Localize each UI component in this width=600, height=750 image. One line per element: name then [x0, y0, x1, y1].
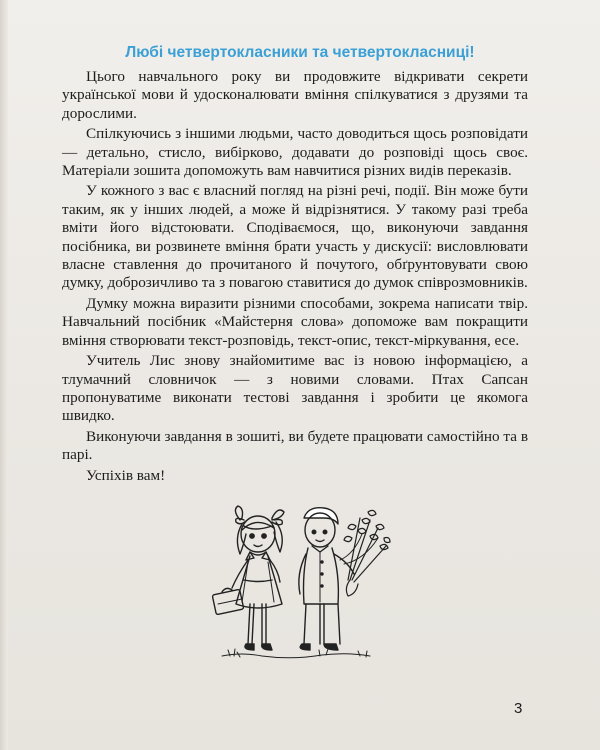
paragraph-5: Учитель Лис знову знайомитиме вас із новою інформацією, а тлумачний словничок — з новими словами. Птах Сапсан пропонуватиме виконати тестові завдання і зробити це якомога швидко. [62, 352, 528, 425]
body-text [62, 68, 528, 487]
paragraph-7: Успіхів вам! [86, 466, 166, 484]
bouquet [340, 510, 390, 596]
page-title: Любі четвертокласники та четвертокласниці! [125, 44, 475, 61]
girl-figure [212, 506, 284, 650]
paragraph-6: Виконуючи завдання в зошиті, ви будете працювати самостійно та в парі. [62, 427, 528, 464]
paragraph-4: Думку можна виразити різними способами, зокрема написати твір. Навчальний посібник «Майстерня слова» допоможе вам покращити вміння створювати текст-розповідь, текст-опис, текст-міркування, есе. [62, 294, 528, 349]
boy-figure [299, 508, 354, 650]
paragraph-1: Цього навчального року ви продовжите відкривати секрети української мови й удосконалювати вміння спілкуватися з друзями та дорослими. [62, 68, 528, 122]
paragraph-3: У кожного з вас є власний погляд на різні речі, події. Він може бути таким, як у інших людей, а може й відрізнятися. У такому разі треба вміти його відстоювати. Сподіваємося, що, виконуючи завдання посібника, ви розвинете вміння брати участь у дискусії: висловлювати власне ставлення до прочитаного й почутого, обґрунтовувати свою думку, доброзичливо та з повагою ставитися до думок співрозмовників. [62, 182, 528, 292]
children-with-flowers-illustration [200, 500, 400, 670]
page-spine-shadow [0, 0, 8, 750]
page-number: 3 [514, 700, 523, 717]
paragraph-2: Спілкуючись з іншими людьми, часто доводиться щось розповідати — детально, стисло, вибірково, додавати до розповіді щось своє. Матеріали зошита допоможуть вам навчитися різних видів переказів. [62, 125, 528, 180]
